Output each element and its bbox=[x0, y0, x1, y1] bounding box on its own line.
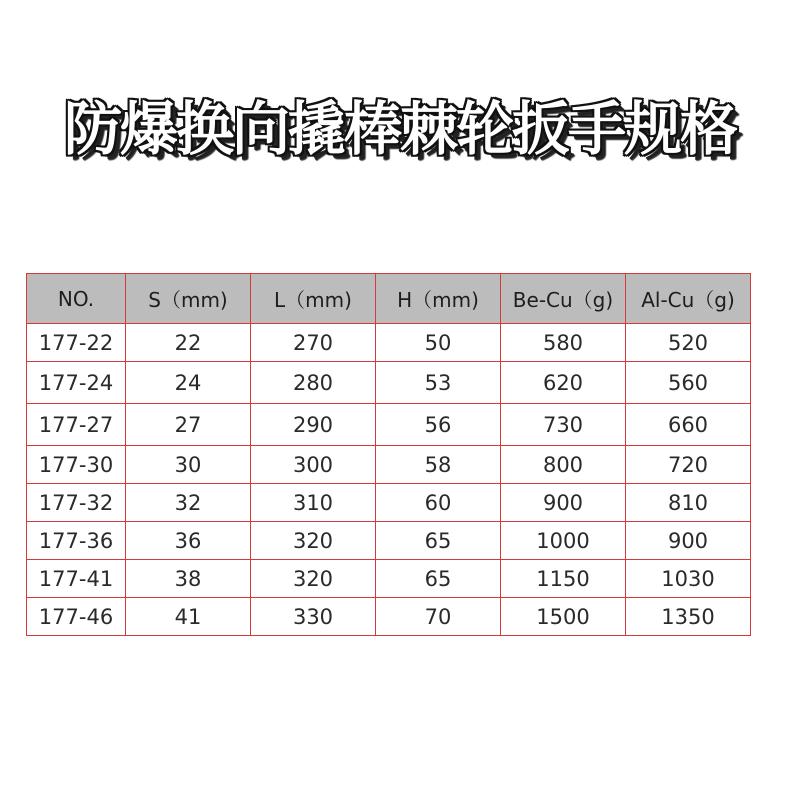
cell-l: 320 bbox=[251, 560, 376, 598]
page-title: 防爆换向撬棒棘轮扳手规格 bbox=[63, 95, 736, 163]
cell-l: 280 bbox=[251, 362, 376, 404]
cell-l: 330 bbox=[251, 598, 376, 636]
cell-l: 270 bbox=[251, 324, 376, 362]
cell-no: 177-36 bbox=[27, 522, 126, 560]
table-row bbox=[27, 522, 751, 560]
cell-h: 60 bbox=[376, 484, 501, 522]
cell-no: 177-41 bbox=[27, 560, 126, 598]
cell-h: 53 bbox=[376, 362, 501, 404]
cell-no: 177-27 bbox=[27, 404, 126, 446]
header-cell-be-cu: Be-Cu（g) bbox=[501, 274, 626, 324]
header-cell-no: NO. bbox=[27, 274, 126, 324]
cell-s: 41 bbox=[126, 598, 251, 636]
table-row bbox=[27, 446, 751, 484]
header-cell-s: S（mm) bbox=[126, 274, 251, 324]
cell-l: 290 bbox=[251, 404, 376, 446]
table-row bbox=[27, 404, 751, 446]
cell-no: 177-24 bbox=[27, 362, 126, 404]
header-cell-l: L（mm) bbox=[251, 274, 376, 324]
cell-be-cu: 620 bbox=[501, 362, 626, 404]
table-header-row bbox=[27, 274, 751, 324]
cell-be-cu: 800 bbox=[501, 446, 626, 484]
cell-be-cu: 1150 bbox=[501, 560, 626, 598]
cell-be-cu: 900 bbox=[501, 484, 626, 522]
cell-al-cu: 720 bbox=[626, 446, 751, 484]
spec-table bbox=[26, 273, 751, 636]
table-row bbox=[27, 560, 751, 598]
cell-s: 38 bbox=[126, 560, 251, 598]
cell-be-cu: 1500 bbox=[501, 598, 626, 636]
cell-be-cu: 1000 bbox=[501, 522, 626, 560]
cell-l: 300 bbox=[251, 446, 376, 484]
cell-l: 320 bbox=[251, 522, 376, 560]
cell-al-cu: 1350 bbox=[626, 598, 751, 636]
cell-l: 310 bbox=[251, 484, 376, 522]
table-row bbox=[27, 362, 751, 404]
header-cell-al-cu: Al-Cu（g) bbox=[626, 274, 751, 324]
header-cell-h: H（mm) bbox=[376, 274, 501, 324]
cell-s: 36 bbox=[126, 522, 251, 560]
cell-s: 30 bbox=[126, 446, 251, 484]
cell-al-cu: 810 bbox=[626, 484, 751, 522]
cell-no: 177-46 bbox=[27, 598, 126, 636]
cell-no: 177-30 bbox=[27, 446, 126, 484]
cell-no: 177-32 bbox=[27, 484, 126, 522]
cell-be-cu: 580 bbox=[501, 324, 626, 362]
cell-al-cu: 1030 bbox=[626, 560, 751, 598]
cell-al-cu: 520 bbox=[626, 324, 751, 362]
cell-al-cu: 900 bbox=[626, 522, 751, 560]
cell-h: 70 bbox=[376, 598, 501, 636]
cell-al-cu: 560 bbox=[626, 362, 751, 404]
table-row bbox=[27, 324, 751, 362]
cell-al-cu: 660 bbox=[626, 404, 751, 446]
cell-be-cu: 730 bbox=[501, 404, 626, 446]
cell-s: 32 bbox=[126, 484, 251, 522]
cell-s: 27 bbox=[126, 404, 251, 446]
cell-h: 50 bbox=[376, 324, 501, 362]
cell-s: 24 bbox=[126, 362, 251, 404]
cell-h: 65 bbox=[376, 560, 501, 598]
cell-s: 22 bbox=[126, 324, 251, 362]
cell-h: 58 bbox=[376, 446, 501, 484]
table-row bbox=[27, 598, 751, 636]
table-row bbox=[27, 484, 751, 522]
cell-h: 65 bbox=[376, 522, 501, 560]
cell-no: 177-22 bbox=[27, 324, 126, 362]
cell-h: 56 bbox=[376, 404, 501, 446]
